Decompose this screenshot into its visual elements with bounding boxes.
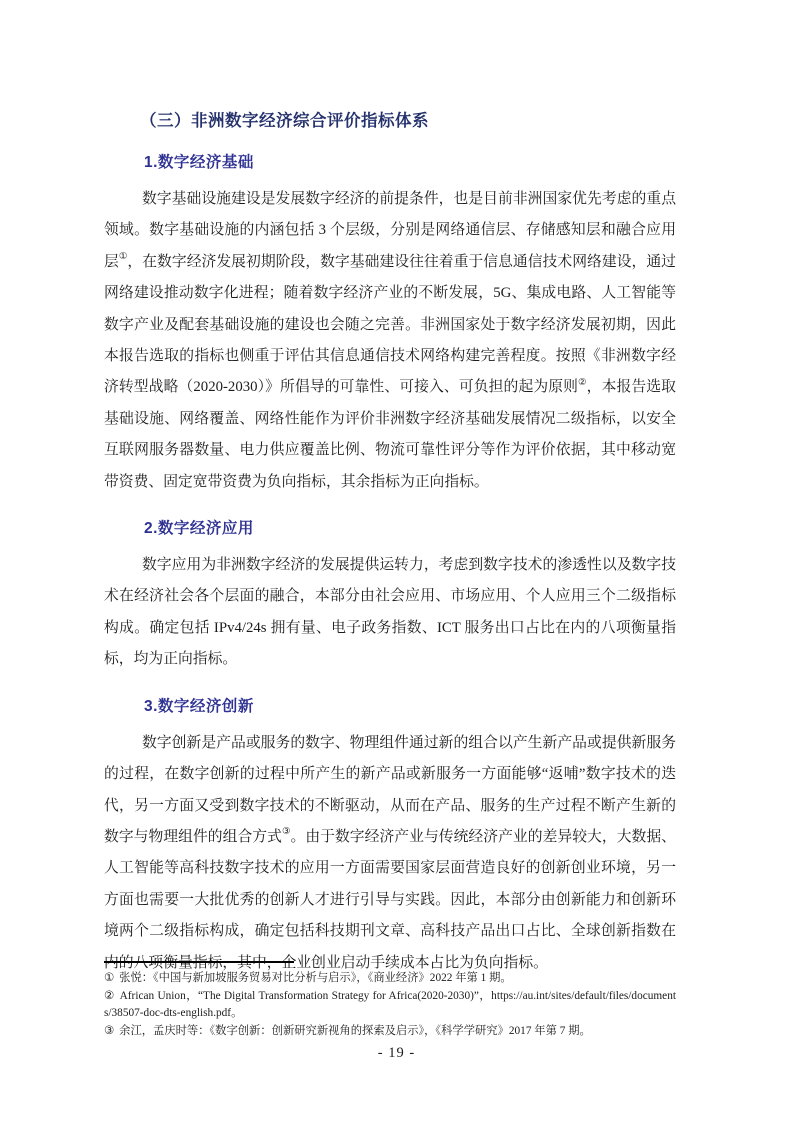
subsection-2-paragraph: 数字应用为非洲数字经济的发展提供运转力，考虑到数字技术的渗透性以及数字技术在经济社会各个层面的融合，本部分由社会应用、市场应用、个人应用三个二级指标构成。确定包括 IPv4/24s 拥有量、电子政务指数、ICT 服务出口占比在内的八项衡量指标，均为正向指标。 xyxy=(104,557,676,668)
subsection-digital-economy-innovation xyxy=(104,697,676,979)
subsection-3-paragraph: 数字创新是产品或服务的数字、物理组件通过新的组合以产生新产品或提供新服务的过程，在数字创新的过程中所产生的新产品或新服务一方面能够“返哺”数字技术的迭代，另一方面又受到数字技术的不断驱动，从而在产品、服务的生产过程不断产生新的数字与物理组件的组合方式③。由于数字经济产业与传统经济产业的差异较大，大数据、人工智能等高科技数字技术的应用一方面需要国家层面营造良好的创新创业环境，另一方面也需要一大批优秀的创新人才进行引导与实践。因此，本部分由创新能力和创新环境两个二级指标构成，确定包括科技期刊文章、高科技产品出口占比、全球创新指数在内的八项衡量指标，其中，企业创业启动手续成本占比为负向指标。 xyxy=(104,734,676,971)
footnote-1-marker: ① xyxy=(104,972,115,984)
footnotes-area xyxy=(104,961,676,1040)
footnote-2-text: African Union，“The Digital Transformation Strategy for Africa(2020-2030)”，https://au.int/sites/default/files/documents/38507-doc-dts-english.pdf。 xyxy=(104,989,676,1019)
document-body xyxy=(104,110,676,979)
footnote-2 xyxy=(104,988,676,1023)
footnote-separator xyxy=(104,961,294,963)
footnote-ref: ① xyxy=(118,251,128,262)
subsection-2-heading: 2.数字经济应用 xyxy=(144,520,254,538)
footnote-1-text: 张悦：《中国与新加坡服务贸易对比分析与启示》，《商业经济》2022 年第 1 期。 xyxy=(119,972,512,984)
footnote-3-text: 余江，孟庆时等：《数字创新：创新研究新视角的探索及启示》，《科学学研究》2017 年第 7 期。 xyxy=(119,1024,591,1037)
footnote-ref: ② xyxy=(578,377,587,388)
subsection-1-heading: 1.数字经济基础 xyxy=(144,154,254,171)
footnote-2-marker: ② xyxy=(104,989,115,1002)
section-heading: （三）非洲数字经济综合评价指标体系 xyxy=(140,112,429,130)
subsection-3-heading: 3.数字经济创新 xyxy=(144,697,254,715)
footnote-1 xyxy=(104,970,676,988)
footnote-3 xyxy=(104,1023,676,1041)
footnote-3-marker: ③ xyxy=(104,1024,115,1037)
subsection-digital-economy-foundation xyxy=(104,153,676,498)
subsection-1-paragraph: 数字基础设施建设是发展数字经济的前提条件，也是目前非洲国家优先考虑的重点领域。数字基础设施的内涵包括 3 个层级，分别是网络通信层、存储感知层和融合应用层①，在数字经济发展初期阶段，数字基础建设往往着重于信息通信技术网络建设，通过网络建设推动数字化进程；随着数字经济产业的不断发展，5G、集成电路、人工智能等数字产业及配套基础设施的建设也会随之完善。非洲国家处于数字经济发展初期，因此本报告选取的指标也侧重于评估其信息通信技术网络构建完善程度。按照《非洲数字经济转型战略（2020-2030）》所倡导的可靠性、可接入、可负担的起为原则②，本报告选取基础设施、网络覆盖、网络性能作为评价非洲数字经济基础发展情况二级指标，以安全互联网服务器数量、电力供应覆盖比例、物流可靠性评分等作为评价依据，其中移动宽带资费、固定宽带资费为负向指标，其余指标为正向指标。 xyxy=(104,191,676,490)
subsection-digital-economy-application xyxy=(104,519,676,676)
page-number: - 19 - xyxy=(377,1045,416,1061)
footnote-ref: ③ xyxy=(281,826,291,837)
